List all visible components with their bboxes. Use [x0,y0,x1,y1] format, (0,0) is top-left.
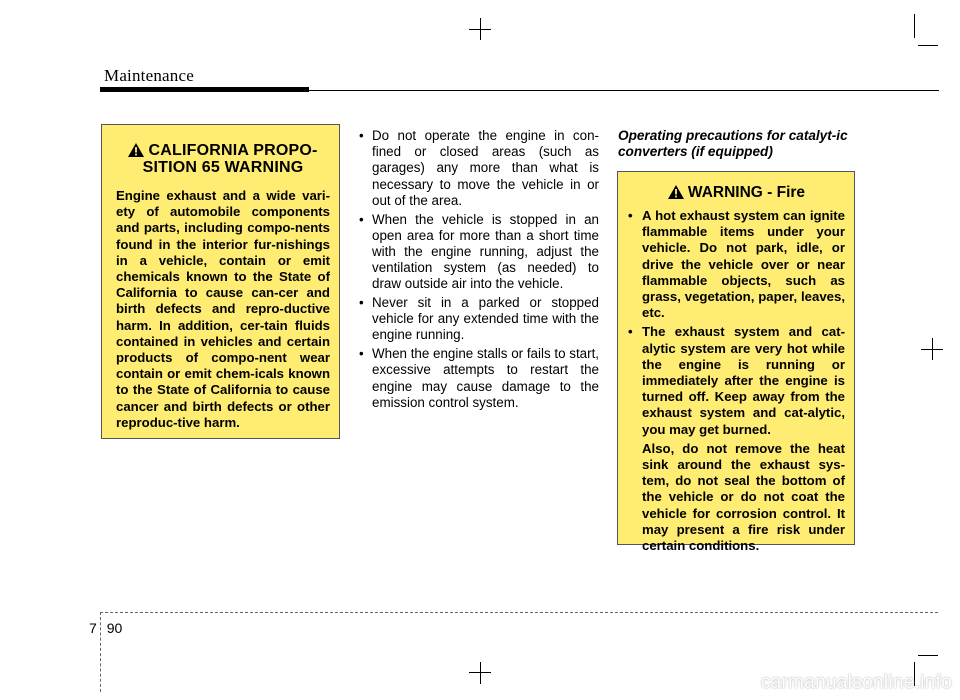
crop-mark-bottom-right-h [918,655,938,656]
fire-warning-extra: Also, do not remove the heat sink around the exhaust sys-tem, do not seal the bottom of the vehicle or do not coat the vehicle for corrosion control. It may present a fire risk under certain conditions. [642,440,845,554]
precautions-list [357,128,599,411]
header-rule-accent [100,87,309,92]
fire-warning-list [628,208,845,438]
warning-triangle-icon [668,185,684,199]
page-number-value: 90 [106,620,123,636]
fire-warning-box [617,171,855,554]
california-warning-box [101,124,340,439]
warning-triangle-icon [128,143,144,157]
watermark: carmanualsonline.info [760,672,952,693]
chapter-number: 7 [89,620,97,636]
crop-mark-top-center-v [480,18,481,40]
list-item: • When the engine stalls or fails to start, excessive attempts to restart the engine may cause damage to the emission control system. [359,346,600,410]
list-item: • The exhaust system and cat-alytic system are very hot while the engine is running or immediately after the engine is turned off. Keep away from the exhaust system and cat-alytic, you may get burned. [628,324,845,437]
crop-mark-top-right-h [918,45,938,46]
section-title: Maintenance [104,66,194,85]
fire-warning-title [628,184,845,201]
fire-warning-title-suffix: - Fire [767,184,806,201]
crop-mark-right-middle-v [932,338,933,360]
california-warning-body: Engine exhaust and a wide vari-ety of automobile components and parts, including compo-nents found in the interior fur-nishings in a vehicle, contain or emit chemicals known to the State of California to cause can-cer and birth defects and repro-ductive harm. In addition, cer-tain fluids contained in vehicles and certain products of compo-nent wear contain or emit chem-icals known to the State of California to cause cancer and birth defects or other reproduc-tive harm. [116,188,330,430]
crop-mark-top-right-v [914,14,915,38]
page-number [89,620,122,636]
footer-dashed-rule [100,612,938,613]
list-item: • A hot exhaust system can ignite flammable items under your vehicle. Do not park, idle, or drive the vehicle over or near flammable objects, such as grass, vegetation, paper, leaves, etc. [628,208,845,321]
list-item: • Never sit in a parked or stopped vehicle for any extended time with the engine running. [359,295,599,343]
california-warning-title [116,142,330,176]
catalytic-converter-heading: Operating precautions for catalyt-ic converters (if equipped) [618,128,848,159]
california-warning-title-line2: SITION 65 WARNING [142,159,304,176]
crop-mark-bottom-center-v [480,662,481,684]
precautions-list-column [357,128,599,413]
list-item: • When the vehicle is stopped in an open area for more than a short time with the engine running, adjust the ventilation system (as needed) to draw outside air into the vehicle. [359,211,599,292]
fire-warning-title-main: WARNING [687,184,763,201]
list-item: • Do not operate the engine in con-fined or closed areas (such as garages) any more than what is necessary to move the vehicle in or out of the area. [359,128,599,208]
california-warning-title-line1: CALIFORNIA PROPO- [148,142,318,159]
